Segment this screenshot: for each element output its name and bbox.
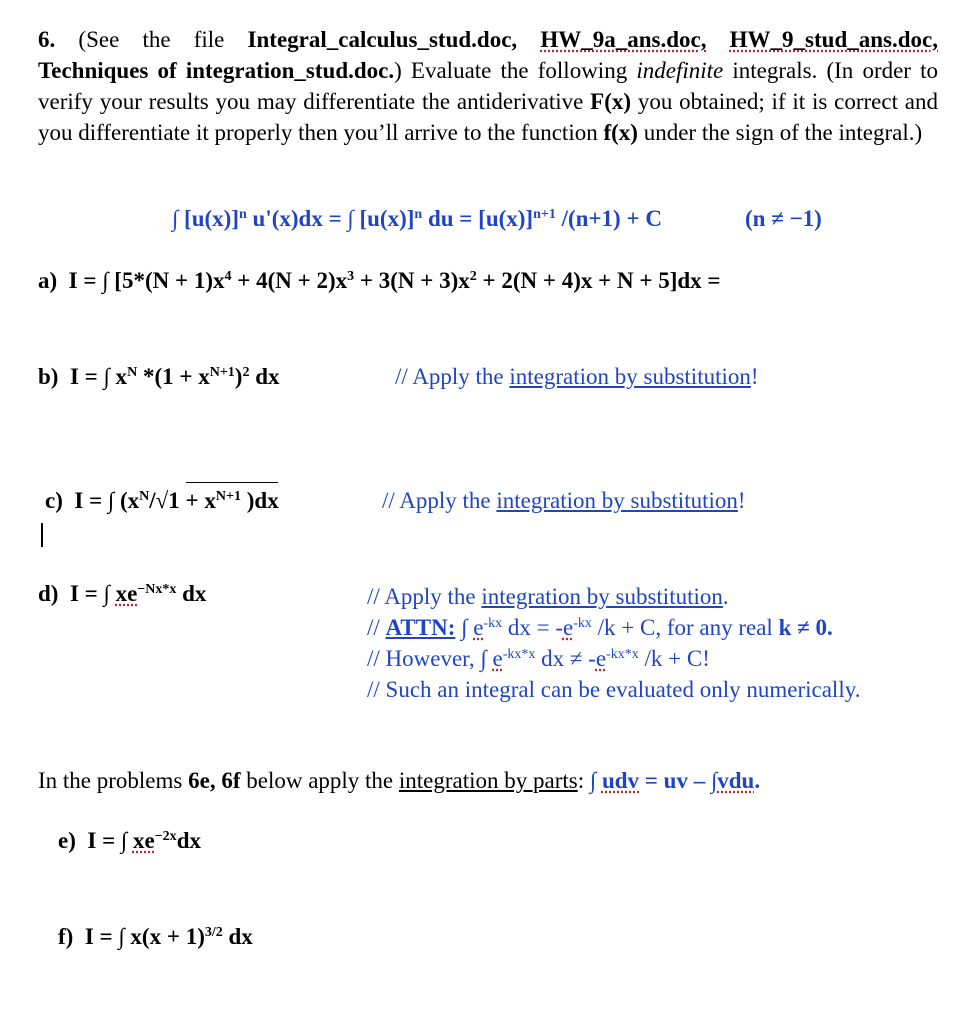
- integration-by-substitution-link[interactable]: integration by substitution: [496, 488, 738, 513]
- indefinite-word: indefinite: [636, 58, 724, 83]
- text-cursor: [41, 523, 43, 547]
- integration-by-substitution-link[interactable]: integration by substitution: [509, 364, 751, 389]
- file-ref-integral-calculus: Integral_calculus_stud.doc,: [247, 27, 518, 52]
- function-f: f(x): [603, 120, 638, 145]
- sqrt-overbar: [186, 482, 278, 483]
- problem-a: a) I = ∫ $[5*(N + 1)x^4 + 4(N + 2)x^3 + 3(N + 3)x^2 + 2(N + 4)x + N + 5]dx$ =: [38, 268, 721, 293]
- problem-e: e) I = ∫ $xe^{-2x}dx$: [58, 828, 201, 853]
- problem-f: f) I = ∫ $x(x + 1)^{3/2}$ dx: [58, 924, 253, 949]
- problem-b: b) I = ∫ $x^N$ $*(1 + x^{N+1})^2$ dx: [38, 364, 280, 389]
- problem-c-hint: // Apply the integration by substitution!: [382, 488, 746, 513]
- file-ref-hw9-stud: HW_9_stud_ans.doc,: [729, 27, 938, 52]
- note-numerically: // Such an integral can be evaluated only numerically.: [367, 677, 861, 702]
- integration-by-substitution-link[interactable]: integration by substitution: [481, 584, 723, 609]
- problem-number: 6.: [38, 27, 56, 52]
- file-ref-hw9a: HW_9a_ans.doc,: [540, 27, 707, 52]
- problem-b-hint: // Apply the integration by substitution!: [395, 364, 759, 389]
- integration-by-parts-instruction: In the problems 6e, 6f below apply the integration by parts: ∫ udv = uv – ∫vdu.: [38, 768, 761, 793]
- note-attn: // ATTN: ∫ $e^{-kx}$ dx = $-e^{-kx}$ /k + C, for any real k ≠ 0.: [367, 615, 833, 640]
- note-however: // However, ∫ $e^{-kx*x}$ dx ≠ $-e^{-kx*x}$ /k + C!: [367, 646, 710, 671]
- integration-by-parts-link[interactable]: integration by parts: [398, 768, 578, 793]
- formula-condition: (n ≠ −1): [745, 206, 822, 231]
- problem-d: d) I = ∫ $xe^{-Nx*x}$ dx: [38, 581, 207, 606]
- problem-c: c) I = ∫ ($x^N/√1 + x^{N+1}$ )dx: [45, 488, 279, 513]
- note-substitution: // Apply the integration by substitution.: [367, 584, 729, 609]
- problem-d-notes: [367, 581, 860, 705]
- parts-formula: ∫ udv = uv – ∫vdu.: [589, 768, 761, 793]
- file-ref-techniques: Techniques of integration_stud.doc.: [38, 58, 395, 83]
- power-rule-formula: ∫ $[u(x)]^n$ u'(x)dx = ∫ $[u(x)]^n$ du = $[u(x)]^{n+1}$ /(n+1) + C: [172, 206, 662, 231]
- problem-6-intro: 6. (See the file Integral_calculus_stud.doc, HW_9a_ans.doc, HW_9_stud_ans.doc, Techniques of integration_stud.doc.) Evaluate the following indefinite integrals. (In order to verify your results you may differentiate the antiderivative F(x) you obtained; if it is correct and you differentiate it properly then you’ll arrive to the function f(x) under the sign of the integral.): [38, 27, 939, 145]
- antiderivative-F: F(x): [590, 89, 632, 114]
